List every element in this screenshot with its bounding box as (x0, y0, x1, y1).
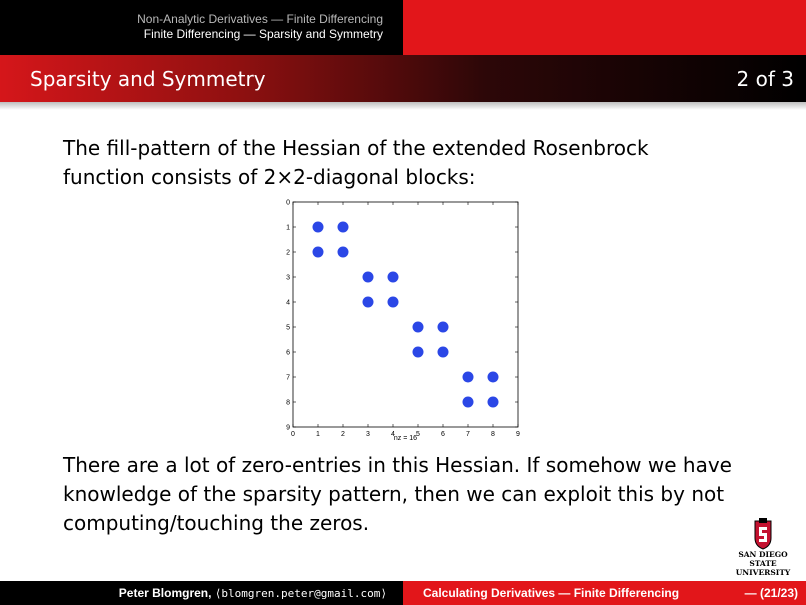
y-tick-label: 5 (286, 324, 290, 332)
nonzero-marker (413, 322, 424, 333)
conclusion-line-1: There are a lot of zero-entries in this Hessian. If somehow we have (63, 453, 732, 477)
y-tick-label: 4 (286, 299, 290, 307)
sparsity-plot (270, 195, 530, 445)
x-tick-label: 1 (316, 431, 320, 438)
frame-title: Sparsity and Symmetry (30, 67, 266, 91)
x-tick-label: 8 (491, 431, 495, 438)
logo-line-1: SAN DIEGO STATE (738, 550, 788, 568)
footer-bar (0, 581, 806, 605)
x-tick-label: 0 (291, 431, 295, 438)
logo-line-2: UNIVERSITY (735, 568, 791, 577)
nonzero-marker (438, 322, 449, 333)
x-tick-label: 4 (391, 431, 395, 438)
y-tick-label: 2 (286, 249, 290, 257)
sdsu-shield-icon (728, 518, 798, 550)
y-tick-label: 6 (286, 349, 290, 357)
footer-author-panel (0, 581, 403, 605)
footer-title-panel (403, 581, 806, 605)
nonzero-marker (363, 297, 374, 308)
footer-title[interactable]: Calculating Derivatives — Finite Differencing (423, 586, 680, 600)
x-tick-label: 9 (516, 431, 520, 438)
y-tick-label: 3 (286, 274, 290, 282)
x-tick-label: 2 (341, 431, 345, 438)
conclusion-line-2: knowledge of the sparsity pattern, then we can exploit this by not (63, 482, 725, 506)
y-tick-label: 7 (286, 374, 290, 382)
title-shadow (0, 102, 806, 110)
logo-wordmark (728, 550, 798, 577)
nonzero-marker (488, 372, 499, 383)
x-axis-label: nz = 16 (393, 435, 418, 442)
x-tick-label: 5 (416, 431, 420, 438)
nonzero-marker (363, 272, 374, 283)
top-header-bar (0, 0, 806, 55)
section-link[interactable]: Non-Analytic Derivatives — Finite Differencing (137, 12, 383, 26)
nonzero-marker (463, 372, 474, 383)
conclusion-paragraph (63, 451, 763, 538)
header-accent-panel (403, 0, 806, 55)
x-tick-label: 6 (441, 431, 445, 438)
y-tick-label: 1 (286, 224, 290, 232)
frame-title-bar (0, 55, 806, 102)
section-nav (0, 0, 403, 55)
tick-layer (286, 200, 520, 439)
nonzero-marker (488, 397, 499, 408)
university-logo (728, 518, 798, 578)
plot-frame (293, 202, 518, 427)
nonzero-marker (413, 347, 424, 358)
nonzero-marker (438, 347, 449, 358)
nonzero-marker (463, 397, 474, 408)
footer-page-number: — (21/23) (744, 586, 798, 600)
nonzero-marker (388, 272, 399, 283)
x-tick-label: 3 (366, 431, 370, 438)
nonzero-marker (388, 297, 399, 308)
x-tick-label: 7 (466, 431, 470, 438)
intro-paragraph (63, 134, 703, 192)
subsection-link[interactable]: Finite Differencing — Sparsity and Symmetry (143, 27, 383, 41)
frame-counter: 2 of 3 (736, 67, 794, 91)
y-tick-label: 8 (286, 399, 290, 407)
intro-line-1: The fill-pattern of the Hessian of the extended Rosenbrock (63, 136, 649, 160)
y-tick-label: 9 (286, 424, 290, 432)
intro-line-2: function consists of 2×2-diagonal blocks: (63, 165, 476, 189)
conclusion-line-3: computing/touching the zeros. (63, 511, 370, 535)
nonzero-marker (313, 222, 324, 233)
nonzero-marker (338, 222, 349, 233)
footer-email[interactable]: ⟨blomgren.peter@gmail.com⟩ (214, 587, 387, 600)
y-tick-label: 0 (286, 199, 290, 207)
nonzero-marker (338, 247, 349, 258)
nonzero-marker (313, 247, 324, 258)
points-layer (313, 222, 499, 408)
footer-author: Peter Blomgren, (118, 586, 212, 600)
